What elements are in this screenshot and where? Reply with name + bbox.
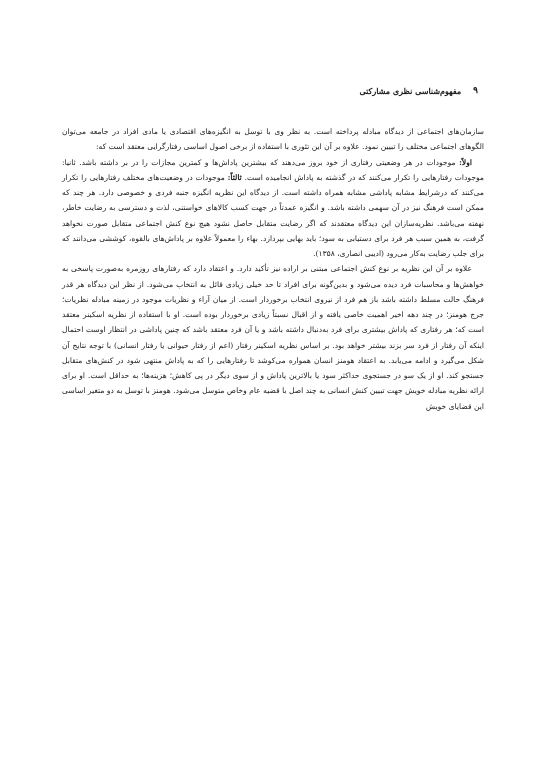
paragraph-2-lead-first: اولاً:	[459, 157, 472, 167]
running-title: مفهوم‌شناسی نظری مشارکتی	[359, 86, 462, 96]
paragraph-2-lead-third: ثالثاً:	[227, 172, 242, 182]
paragraph-2	[62, 155, 484, 262]
paragraph-1: سازمان‌های اجتماعی از دیدگاه مبادله پرداخته است. به نظر وی با توسل به انگیزه‌های اقتصادی یا مادی افراد در جامعه می‌توان الگوهای اجتماعی مختلف را تبیین نمود. علاوه بر آن این تئوری با استفاده از برخی اصول اساسی رفتارگرایی معتقد است که:	[62, 127, 484, 152]
body-text	[62, 124, 484, 414]
paragraph-3: علاوه بر آن این نظریه بر نوع کنش اجتماعی مبتنی بر اراده نیز تأکید دارد. و اعتقاد دارد که رفتارهای روزمره به‌صورت پاسخی به خواهش‌ها و محاسبات فرد دیده می‌شود و بدین‌گونه برای افراد تا حد خیلی زیادی قائل به انتخاب می‌شود. از نظر این دیدگاه هر قدر فرهنگ حالت مسلط داشته باشد باز هم فرد از نیروی انتخاب برخوردار است. از میان آراء و نظریات موجود در زمینه مبادله نظریات؛ جرج هومنز؛ در چند دهه اخیر اهمیت خاصی یافته و از اقبال نسبتاً زیادی برخوردار بوده است. او با استفاده از نظریه اسکینر معتقد است که؛ هر رفتاری که پاداش بیشتری برای فرد به‌دنبال داشته باشد و یا آن فرد معتقد باشد که چنین پاداشی در انتظار اوست احتمال اینکه آن رفتار از فرد سر بزند بیشتر خواهد بود. بر اساس نظریه اسکینر رفتار (اعم از رفتار حیوانی یا رفتار انسانی) با توجه نتایج آن شکل می‌گیرد و ادامه می‌یابد. به اعتقاد هومنز انسان همواره می‌کوشد تا رفتارهایی را که به پاداش منتهی شود در کنش‌های متقابل جستجو کند. او از یک سو در جستجوی حداکثر سود یا بالاترین پاداش و از سوی دیگر در پی کاهش؛ هزینه‌ها؛ به حداقل است. او برای ارائه نظریه مبادله خویش جهت تبیین کنش انسانی به چند اصل با قضیه عام وخاص متوسل می‌شود. هومنز با توسل به دو متغیر اساسی این قضایای خویش	[62, 264, 484, 411]
paragraph-2-text-first: موجودات در هر وضعیتی رفتاری از خود بروز می‌دهند که بیشترین پاداش‌ها و کمترین مجازات را در بر داشته باشد. ثانیا: موجودات رفتارهایی را تکرار می‌کنند که در گذشته به پاداش انجامیده است.	[62, 157, 484, 182]
page-number: ۹	[473, 86, 478, 96]
header-right-group	[359, 86, 484, 96]
paragraph-2-text-second: موجودات در وضعیت‌های مختلف رفتارهایی را تکرار می‌کنند که درشرایط مشابه پاداشی مشابه همراه داشته است. از دیدگاه این نظریه انگیزه جنبه فردی و خصوصی دارد. هر چند که ممکن است فرهنگ نیز در آن سهمی داشته باشد. و انگیزه عمدتاً در جهت کسب کالاهای خواستنی، لذت و دسترسی به رضایت خاطر، نهفته می‌باشد. نظریه‌سازان این دیدگاه معتقدند که اگر رضایت متقابل حاصل نشود هیچ نوع کنش اجتماعی متقابل صورت نخواهد گرفت، به همین سبب هر فرد برای دستیابی به سود؛ باید بهایی بپردازد. بهاء را معمولاً علاوه بر پاداش‌های بالقوه، کوششی می‌دانند که برای جلب رضایت به‌کار می‌رود (ادیبی انصاری، ۱۳۵۸).	[62, 172, 484, 258]
page-header	[62, 86, 484, 96]
